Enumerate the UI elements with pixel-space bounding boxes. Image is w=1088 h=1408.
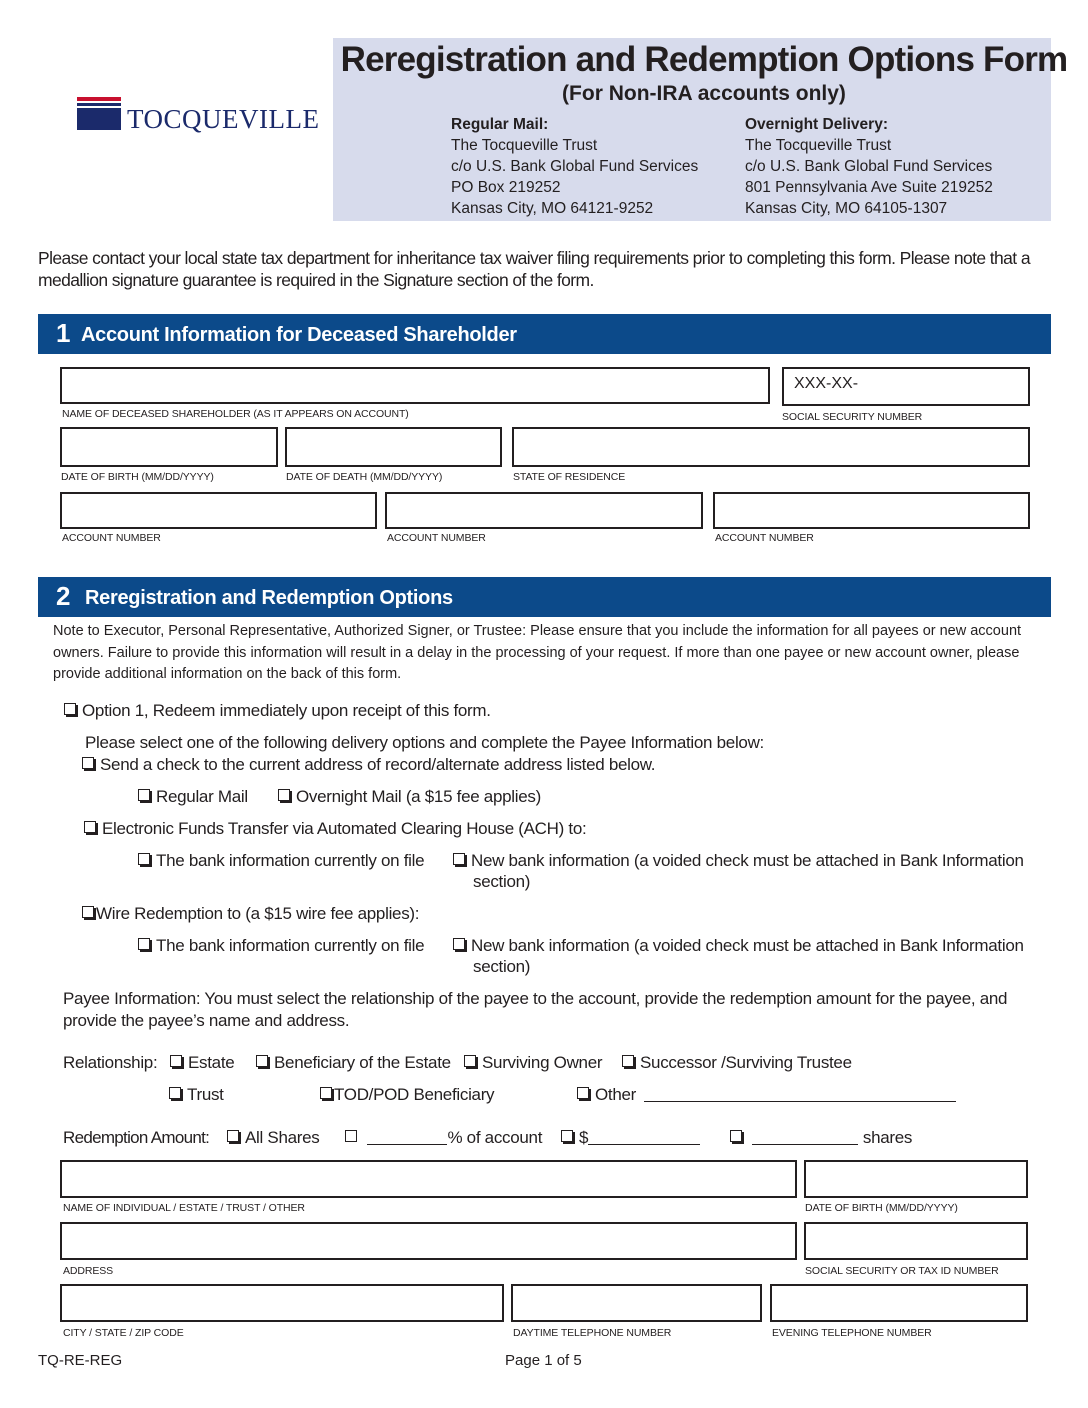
account-number-field-1[interactable] xyxy=(60,492,377,529)
field-label: SOCIAL SECURITY NUMBER xyxy=(782,411,923,423)
overnight-delivery-address xyxy=(745,114,993,219)
new-bank-label: New bank information (a voided check must be attached in Bank Information xyxy=(471,851,1024,870)
overnight-heading: Overnight Delivery: xyxy=(745,116,888,133)
logo-red-bar xyxy=(77,97,121,101)
shares-label: shares xyxy=(862,1128,913,1147)
regular-mail-heading: Regular Mail: xyxy=(451,116,549,133)
rel-surviving-owner-option xyxy=(464,1053,602,1073)
eft-new-bank-option xyxy=(453,851,1024,871)
check-checkbox[interactable] xyxy=(82,757,94,769)
all-shares-label: All Shares xyxy=(245,1128,320,1147)
rel-trust-label: Trust xyxy=(187,1085,224,1104)
overnight-mail-checkbox[interactable] xyxy=(278,789,290,801)
rel-beneficiary-option xyxy=(256,1053,451,1073)
new-bank-label: New bank information (a voided check must be attached in Bank Information xyxy=(471,936,1024,955)
rel-estate-checkbox[interactable] xyxy=(170,1055,182,1067)
logo-text: TOCQUEVILLE xyxy=(127,104,320,134)
overnight-mail-option xyxy=(278,787,541,807)
field-label: NAME OF INDIVIDUAL / ESTATE / TRUST / OTHER xyxy=(63,1202,305,1214)
intro-text: Please contact your local state tax department for inheritance tax waiver filing requirements prior to completing this form. Please note that a medallion signature guarantee is required in the Signature section of the form. xyxy=(38,248,1030,290)
rel-beneficiary-checkbox[interactable] xyxy=(256,1055,268,1067)
wire-new-bank-option xyxy=(453,936,1024,956)
redemption-label: Redemption Amount: xyxy=(63,1128,210,1147)
pct-label: % of account xyxy=(447,1128,543,1147)
bank-on-file-label: The bank information currently on file xyxy=(156,936,425,955)
rel-beneficiary-label: Beneficiary of the Estate xyxy=(274,1053,451,1072)
rel-tod-checkbox[interactable] xyxy=(320,1087,332,1099)
pct-checkbox[interactable] xyxy=(345,1130,357,1142)
field-label: SOCIAL SECURITY OR TAX ID NUMBER xyxy=(805,1265,999,1277)
wire-checkbox[interactable] xyxy=(82,906,94,918)
rel-surviving-owner-checkbox[interactable] xyxy=(464,1055,476,1067)
pct-blank[interactable] xyxy=(367,1130,447,1145)
delivery-prompt: Please select one of the following delivery options and complete the Payee Information below: xyxy=(85,733,764,752)
dollar-checkbox[interactable] xyxy=(561,1130,573,1142)
address-line: PO Box 219252 xyxy=(451,179,561,196)
executor-note: Note to Executor, Personal Representative, Authorized Signer, or Trustee: Please ensure that you include the information for all payees or new account owners. Failure to provide this information will result in a delay in the processing of your request. If more than one payee or new account owner, please provide additional information on the back of this form. xyxy=(53,623,1022,682)
account-number-field-3[interactable] xyxy=(713,492,1030,529)
field-label: ACCOUNT NUMBER xyxy=(387,532,486,544)
wire-option-row xyxy=(82,904,419,924)
ssn-prefix: XXX-XX- xyxy=(794,375,859,392)
field-label: CITY / STATE / ZIP CODE xyxy=(63,1327,184,1339)
shares-checkbox[interactable] xyxy=(730,1130,742,1142)
bank-on-file-label: The bank information currently on file xyxy=(156,851,425,870)
new-bank-label-cont: section) xyxy=(473,872,531,891)
dollar-label: $ xyxy=(579,1128,589,1147)
address-line: c/o U.S. Bank Global Fund Services xyxy=(451,158,699,175)
wire-label: Wire Redemption to (a $15 wire fee applies): xyxy=(96,904,420,923)
field-label: ACCOUNT NUMBER xyxy=(715,532,814,544)
regular-mail-label: Regular Mail xyxy=(156,787,248,806)
section-2-header xyxy=(38,577,1051,617)
wire-new-bank-checkbox[interactable] xyxy=(453,938,465,950)
field-label: EVENING TELEPHONE NUMBER xyxy=(772,1327,932,1339)
address-line: c/o U.S. Bank Global Fund Services xyxy=(745,158,993,175)
rel-trust-checkbox[interactable] xyxy=(169,1087,181,1099)
wire-bank-on-file-checkbox[interactable] xyxy=(138,938,150,950)
regular-mail-option xyxy=(138,787,248,807)
field-label: ADDRESS xyxy=(63,1265,114,1277)
option-1-label: Option 1, Redeem immediately upon receipt of this form. xyxy=(82,701,491,720)
shares-blank[interactable] xyxy=(752,1130,858,1145)
payee-info-text: Payee Information: You must select the relationship of the payee to the account, provide the redemption amount for the payee, and provide the payee’s name and address. xyxy=(63,989,1008,1030)
dollar-blank[interactable] xyxy=(588,1130,700,1145)
section-title: Account Information for Deceased Shareholder xyxy=(81,324,517,346)
shares-option xyxy=(730,1128,912,1148)
address-line: The Tocqueville Trust xyxy=(745,137,892,154)
rel-tod-label: TOD/POD Beneficiary xyxy=(334,1085,495,1104)
address-line: Kansas City, MO 64105-1307 xyxy=(745,200,948,217)
option-1-checkbox[interactable] xyxy=(64,703,76,715)
form-code: TQ-RE-REG xyxy=(38,1352,123,1369)
payee-eve-phone-field[interactable] xyxy=(770,1284,1028,1322)
relationship-label: Relationship: xyxy=(63,1053,158,1072)
rel-successor-option xyxy=(622,1053,852,1073)
payee-address-field[interactable] xyxy=(60,1222,797,1260)
field-label: DAYTIME TELEPHONE NUMBER xyxy=(513,1327,672,1339)
section-number: 2 xyxy=(56,581,71,611)
check-label: Send a check to the current address of record/alternate address listed below. xyxy=(100,755,656,774)
deceased-name-field[interactable] xyxy=(60,367,770,404)
payee-city-state-zip-field[interactable] xyxy=(60,1284,504,1322)
field-label: STATE OF RESIDENCE xyxy=(513,471,626,483)
rel-other-option xyxy=(577,1085,956,1105)
address-line: Kansas City, MO 64121-9252 xyxy=(451,200,654,217)
rel-successor-label: Successor /Surviving Trustee xyxy=(640,1053,852,1072)
regular-mail-checkbox[interactable] xyxy=(138,789,150,801)
rel-other-label: Other xyxy=(595,1085,637,1104)
form-title: Reregistration and Redemption Options Form xyxy=(340,40,1068,79)
form-subtitle: (For Non-IRA accounts only) xyxy=(562,82,846,105)
logo-mark xyxy=(77,108,121,130)
state-of-residence-field[interactable] xyxy=(512,427,1030,467)
overnight-mail-label: Overnight Mail (a $15 fee applies) xyxy=(296,787,541,806)
rel-other-checkbox[interactable] xyxy=(577,1087,589,1099)
section-title: Reregistration and Redemption Options xyxy=(85,587,453,609)
field-label: DATE OF BIRTH (MM/DD/YYYY) xyxy=(61,471,214,483)
new-bank-label-cont: section) xyxy=(473,957,531,976)
ssn-field[interactable] xyxy=(782,367,1030,406)
eft-bank-on-file-option xyxy=(138,851,424,871)
payee-ssn-field[interactable] xyxy=(804,1222,1028,1260)
rel-successor-checkbox[interactable] xyxy=(622,1055,634,1067)
page-number: Page 1 of 5 xyxy=(505,1352,582,1369)
dollar-option xyxy=(561,1128,700,1148)
check-option-row xyxy=(82,755,655,775)
payee-day-phone-field[interactable] xyxy=(511,1284,762,1322)
rel-tod-option xyxy=(320,1085,494,1105)
account-number-field-2[interactable] xyxy=(385,492,703,529)
eft-bank-on-file-checkbox[interactable] xyxy=(138,853,150,865)
all-shares-checkbox[interactable] xyxy=(227,1130,239,1142)
rel-trust-option xyxy=(169,1085,224,1105)
all-shares-option xyxy=(227,1128,319,1148)
rel-estate-label: Estate xyxy=(188,1053,235,1072)
field-label: NAME OF DECEASED SHAREHOLDER (AS IT APPEARS ON ACCOUNT) xyxy=(62,408,409,420)
logo-navy-bar xyxy=(77,103,121,106)
section-number: 1 xyxy=(56,318,71,348)
eft-option-row xyxy=(84,819,586,839)
wire-bank-on-file-option xyxy=(138,936,424,956)
address-line: 801 Pennsylvania Ave Suite 219252 xyxy=(745,179,993,196)
rel-surviving-owner-label: Surviving Owner xyxy=(482,1053,603,1072)
rel-other-blank[interactable] xyxy=(644,1087,956,1102)
eft-checkbox[interactable] xyxy=(84,821,96,833)
field-label: ACCOUNT NUMBER xyxy=(62,532,161,544)
dob-field[interactable] xyxy=(60,427,278,467)
section-1-header xyxy=(38,314,1051,354)
pct-option xyxy=(345,1128,542,1148)
field-label: DATE OF BIRTH (MM/DD/YYYY) xyxy=(805,1202,958,1214)
field-label: DATE OF DEATH (MM/DD/YYYY) xyxy=(286,471,443,483)
payee-dob-field[interactable] xyxy=(804,1160,1028,1198)
eft-new-bank-checkbox[interactable] xyxy=(453,853,465,865)
regular-mail-address xyxy=(451,114,698,219)
eft-label: Electronic Funds Transfer via Automated Clearing House (ACH) to: xyxy=(102,819,587,838)
option-1-row xyxy=(64,701,491,721)
address-line: The Tocqueville Trust xyxy=(451,137,598,154)
rel-estate-option xyxy=(170,1053,234,1073)
payee-name-field[interactable] xyxy=(60,1160,797,1198)
dod-field[interactable] xyxy=(285,427,502,467)
